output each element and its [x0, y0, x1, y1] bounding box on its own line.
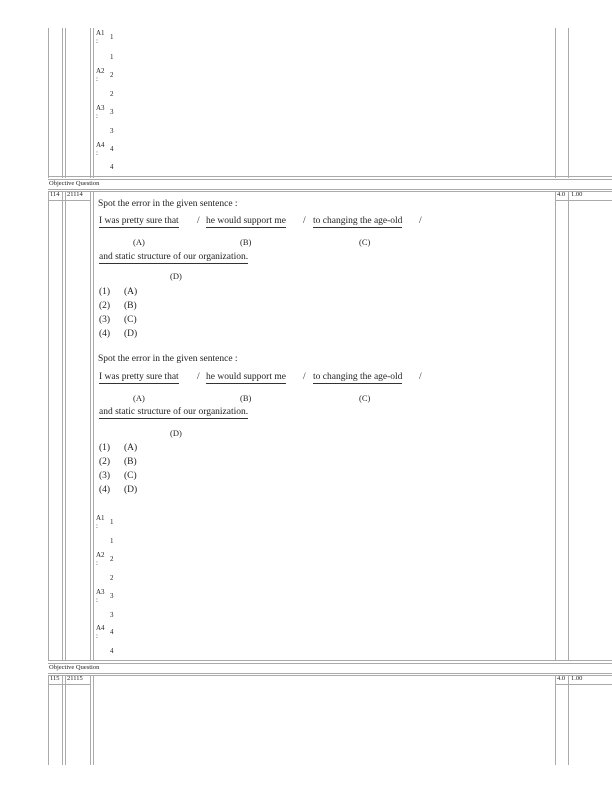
answer-sub: 4 [110, 628, 114, 636]
grid-line [568, 675, 569, 765]
answer-tag: A1 [96, 29, 105, 37]
grid-line [48, 179, 612, 180]
section-label: Objective Question [49, 180, 100, 187]
answer-value: 2 [110, 90, 114, 98]
answer-value: 3 [110, 127, 114, 135]
segment-a: I was pretty sure that [99, 216, 179, 226]
option-text: (C) [124, 315, 137, 325]
segment-c: to changing the age-old [313, 216, 403, 226]
grid-line [48, 663, 612, 664]
option-text: (A) [124, 443, 138, 453]
answer-sub: 1 [110, 518, 114, 526]
segment-d: and static structure of our organization. [99, 252, 249, 262]
grid-line [555, 191, 556, 661]
grid-line [93, 28, 94, 178]
grid-line [48, 191, 49, 661]
segment-d: and static structure of our organization. [99, 407, 249, 417]
option-number: (4) [99, 329, 111, 339]
segment-c: to changing the age-old [313, 372, 403, 382]
option-number: (3) [99, 315, 111, 325]
answer-colon: : [96, 596, 98, 604]
grid-line [62, 191, 63, 661]
grid-line [48, 189, 612, 190]
grid-line [568, 191, 569, 661]
grid-line [48, 675, 612, 676]
slash: / [303, 372, 306, 382]
answer-value: 2 [110, 574, 114, 582]
option-number: (1) [99, 443, 111, 453]
grid-line [93, 191, 94, 661]
label-b: (B) [240, 393, 252, 403]
section-label: Objective Question [49, 664, 100, 671]
slash: / [197, 372, 200, 382]
answer-tag: A4 [96, 624, 105, 632]
option-number: (2) [99, 301, 111, 311]
answer-colon: : [96, 37, 98, 45]
answer-sub: 1 [110, 33, 114, 41]
question-number: 114 [50, 191, 60, 198]
answer-value: 1 [110, 53, 114, 61]
answer-value: 4 [110, 163, 114, 171]
label-c: (C) [359, 237, 371, 247]
answer-colon: : [96, 112, 98, 120]
answer-tag: A1 [96, 514, 105, 522]
grid-line [555, 28, 556, 178]
answer-sub: 3 [110, 592, 114, 600]
label-d: (D) [170, 428, 182, 438]
label-b: (B) [240, 237, 252, 247]
option-number: (3) [99, 471, 111, 481]
slash: / [419, 372, 422, 382]
grid-line [48, 200, 66, 201]
label-c: (C) [359, 393, 371, 403]
grid-line [62, 675, 63, 765]
label-d: (D) [170, 271, 182, 281]
grid-line [93, 675, 94, 765]
label-a: (A) [133, 237, 145, 247]
question-prompt: Spot the error in the given sentence : [98, 199, 238, 209]
grid-line [555, 684, 612, 685]
slash: / [419, 216, 422, 226]
answer-sub: 3 [110, 108, 114, 116]
option-text: (D) [124, 485, 138, 495]
grid-line [65, 684, 91, 685]
slash: / [303, 216, 306, 226]
answer-tag: A4 [96, 141, 105, 149]
grid-line [48, 660, 612, 661]
grid-line [90, 191, 91, 661]
answer-colon: : [96, 559, 98, 567]
option-text: (B) [124, 301, 137, 311]
slash: / [197, 216, 200, 226]
question-id: 21114 [67, 191, 83, 198]
label-a: (A) [133, 393, 145, 403]
answer-sub: 4 [110, 145, 114, 153]
grid-line [48, 675, 49, 765]
grid-line [48, 673, 612, 674]
grid-line [65, 28, 66, 178]
grid-line [555, 200, 612, 201]
answer-colon: : [96, 632, 98, 640]
marks: 4.0 [557, 675, 566, 682]
segment-a: I was pretty sure that [99, 372, 179, 382]
answer-tag: A3 [96, 104, 105, 112]
grid-line [90, 28, 91, 178]
answer-colon: : [96, 522, 98, 530]
option-text: (A) [124, 287, 138, 297]
option-number: (2) [99, 457, 111, 467]
negative-marks: 1.00 [571, 675, 583, 682]
option-number: (4) [99, 485, 111, 495]
answer-colon: : [96, 149, 98, 157]
answer-value: 3 [110, 611, 114, 619]
grid-line [568, 28, 569, 178]
grid-line [48, 684, 66, 685]
grid-line [48, 28, 49, 178]
segment-b: he would support me [206, 216, 286, 226]
grid-line [65, 191, 66, 661]
grid-line [65, 675, 66, 765]
answer-colon: : [96, 75, 98, 83]
grid-line [62, 28, 63, 178]
option-number: (1) [99, 287, 111, 297]
segment-b: he would support me [206, 372, 286, 382]
answer-value: 1 [110, 537, 114, 545]
option-text: (D) [124, 329, 138, 339]
question-id: 21115 [67, 675, 83, 682]
grid-line [90, 675, 91, 765]
negative-marks: 1.00 [571, 191, 583, 198]
grid-line [48, 176, 612, 177]
answer-sub: 2 [110, 71, 114, 79]
answer-sub: 2 [110, 555, 114, 563]
grid-line [48, 191, 612, 192]
grid-line [65, 200, 91, 201]
answer-value: 4 [110, 647, 114, 655]
option-text: (C) [124, 471, 137, 481]
answer-tag: A2 [96, 551, 105, 559]
grid-line [555, 675, 556, 765]
marks: 4.0 [557, 191, 566, 198]
answer-tag: A2 [96, 67, 105, 75]
question-number: 115 [50, 675, 60, 682]
answer-tag: A3 [96, 588, 105, 596]
option-text: (B) [124, 457, 137, 467]
question-prompt: Spot the error in the given sentence : [98, 354, 238, 364]
